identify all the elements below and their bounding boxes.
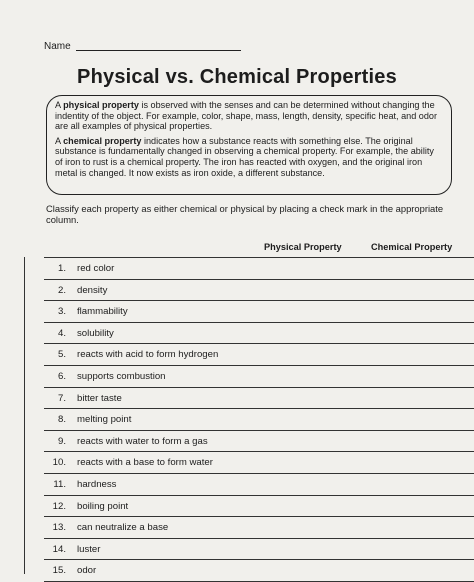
row-label: red color <box>77 263 115 274</box>
row-number: 7. <box>57 392 66 404</box>
column-header-chemical: Chemical Property <box>371 242 453 252</box>
table-row[interactable] <box>44 257 474 280</box>
row-number: 6. <box>57 370 66 382</box>
table-row[interactable] <box>44 301 474 323</box>
table-row[interactable] <box>44 474 474 496</box>
definitions-box <box>46 95 452 195</box>
row-number: 10. <box>52 457 66 469</box>
row-label: luster <box>77 543 101 555</box>
row-label: bitter taste <box>77 392 122 404</box>
row-number: 12. <box>52 500 66 512</box>
table-row[interactable] <box>44 452 474 474</box>
table-row[interactable] <box>44 496 474 518</box>
table-row[interactable] <box>44 323 474 345</box>
row-label: boiling point <box>77 500 129 512</box>
physical-definition: A physical property is observed with the senses and can be determined without changing the indentity of the object. For example, color, shape, mass, length, density, specific heat, and odor are all examples of physical properties. <box>55 100 437 132</box>
row-label: solubility <box>77 327 114 339</box>
chemical-definition: A chemical property indicates how a substance reacts with something else. The original substance is fundamentally changed in observing a chemical property. For example, the ability of iron to rust is a chemical property. The iron has reacted with oxygen, and the original iron metal is changed. It now exists as iron oxide, a different substance. <box>55 135 434 178</box>
instructions: Classify each property as either chemical or physical by placing a check mark in the appropriate column. <box>46 203 444 225</box>
table-row[interactable] <box>44 539 474 561</box>
row-number: 2. <box>57 284 66 296</box>
table-row[interactable] <box>44 560 474 582</box>
property-table <box>44 257 474 582</box>
table-row[interactable] <box>44 517 474 539</box>
column-header-physical: Physical Property <box>264 242 342 252</box>
table-row[interactable] <box>44 388 474 410</box>
row-label: reacts with acid to form hydrogen <box>77 349 219 361</box>
row-number: 11. <box>53 478 66 490</box>
table-row[interactable] <box>44 344 474 366</box>
table-row[interactable] <box>44 366 474 388</box>
table-row[interactable] <box>44 409 474 431</box>
row-number: 3. <box>57 306 66 318</box>
name-field[interactable] <box>76 50 241 51</box>
row-number: 9. <box>57 435 66 447</box>
row-label: reacts with water to form a gas <box>77 435 208 447</box>
row-label: flammability <box>77 306 128 318</box>
row-label: can neutralize a base <box>77 522 169 534</box>
row-number: 5. <box>57 349 66 361</box>
row-label: reacts with a base to form water <box>77 457 213 469</box>
row-number: 13. <box>52 522 66 534</box>
page-title: Physical vs. Chemical Properties <box>77 66 397 88</box>
table-row[interactable] <box>44 431 474 453</box>
name-label: Name <box>44 41 71 52</box>
row-label: melting point <box>77 414 132 426</box>
row-label: density <box>77 284 108 296</box>
row-label: odor <box>77 565 97 577</box>
row-label: hardness <box>77 478 117 490</box>
row-number: 14. <box>52 543 66 555</box>
number-column-divider <box>24 257 25 574</box>
row-label: supports combustion <box>77 370 166 382</box>
table-row[interactable] <box>44 280 474 302</box>
row-number: 1. <box>57 263 66 274</box>
row-number: 15. <box>52 565 66 577</box>
row-number: 8. <box>57 414 66 426</box>
row-number: 4. <box>57 327 66 339</box>
